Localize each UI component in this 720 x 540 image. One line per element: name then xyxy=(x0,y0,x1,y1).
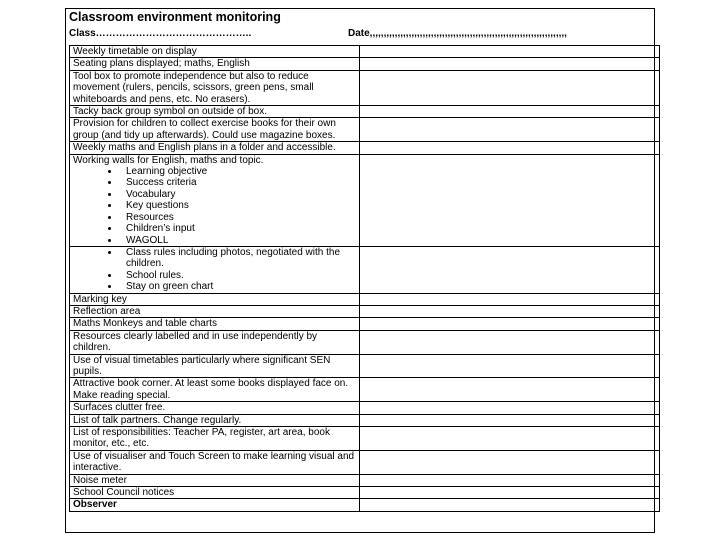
item-text: Use of visualiser and Touch Screen to make learning visual and interactive. xyxy=(70,450,360,474)
working-walls-list xyxy=(73,166,356,246)
table-row xyxy=(70,46,660,58)
item-text: Resources clearly labelled and in use independently by children. xyxy=(70,330,360,354)
list-item: • Resources xyxy=(120,212,356,223)
list-item: • Vocabulary xyxy=(120,189,356,200)
item-text: Attractive book corner. At least some books displayed face on. Make reading special. xyxy=(70,378,360,402)
item-text: Provision for children to collect exercise books for their own group (and tidy up afterwards). Could use magazine boxes. xyxy=(70,118,360,142)
item-text: Noise meter xyxy=(70,474,360,486)
check-cell[interactable] xyxy=(360,46,660,58)
page-title: Classroom environment monitoring xyxy=(69,10,281,24)
table-row xyxy=(70,499,660,511)
item-text: Working walls for English, maths and topic. xyxy=(73,154,264,166)
check-cell[interactable] xyxy=(360,354,660,378)
table-row xyxy=(70,58,660,70)
table-row xyxy=(70,487,660,499)
check-cell[interactable] xyxy=(360,305,660,317)
table-row xyxy=(70,414,660,426)
check-cell[interactable] xyxy=(360,318,660,330)
list-item: • Success criteria xyxy=(120,177,356,188)
check-cell[interactable] xyxy=(360,106,660,118)
item-text: Maths Monkeys and table charts xyxy=(70,318,360,330)
observer-signature-cell[interactable] xyxy=(360,499,660,511)
list-item: • WAGOLL xyxy=(120,235,356,246)
table-row xyxy=(70,378,660,402)
check-cell[interactable] xyxy=(360,378,660,402)
table-row xyxy=(70,402,660,414)
item-text: School Council notices xyxy=(70,487,360,499)
table-row xyxy=(70,106,660,118)
check-cell[interactable] xyxy=(360,58,660,70)
working-walls-cell xyxy=(70,154,360,246)
list-item: • Children’s input xyxy=(120,223,356,234)
check-cell[interactable] xyxy=(360,70,660,105)
table-row xyxy=(70,246,660,293)
table-row xyxy=(70,474,660,486)
item-text: Surfaces clutter free. xyxy=(70,402,360,414)
item-text: Tool box to promote independence but also to reduce movement (rulers, pencils, scissors, green pens, small whiteboards and pens, etc. No erasers). xyxy=(70,70,360,105)
item-text: List of responsibilities: Teacher PA, register, art area, book monitor, etc., etc. xyxy=(70,427,360,451)
list-item: • Key questions xyxy=(120,200,356,211)
check-cell[interactable] xyxy=(360,474,660,486)
list-item: • Learning objective xyxy=(120,166,356,177)
check-cell[interactable] xyxy=(360,450,660,474)
class-rules-cell xyxy=(70,246,360,293)
table-row xyxy=(70,318,660,330)
item-text: Use of visual timetables particularly where significant SEN pupils. xyxy=(70,354,360,378)
table-row xyxy=(70,330,660,354)
table-row xyxy=(70,450,660,474)
class-rules-list xyxy=(73,247,356,293)
check-cell[interactable] xyxy=(360,487,660,499)
table-row xyxy=(70,305,660,317)
check-cell[interactable] xyxy=(360,427,660,451)
check-cell[interactable] xyxy=(360,118,660,142)
checklist-sheet xyxy=(65,8,655,533)
item-text: Weekly timetable on display xyxy=(70,46,360,58)
table-row xyxy=(70,118,660,142)
check-cell[interactable] xyxy=(360,142,660,154)
item-text: Tacky back group symbol on outside of box. xyxy=(70,106,360,118)
check-cell[interactable] xyxy=(360,154,660,246)
monitoring-table xyxy=(69,45,660,512)
item-text: List of talk partners. Change regularly. xyxy=(70,414,360,426)
table-row xyxy=(70,142,660,154)
list-item: • School rules. xyxy=(120,270,356,281)
item-text: Reflection area xyxy=(70,305,360,317)
check-cell[interactable] xyxy=(360,293,660,305)
list-item: • Class rules including photos, negotiated with the children. xyxy=(120,247,356,270)
check-cell[interactable] xyxy=(360,414,660,426)
observer-label: Observer xyxy=(70,499,360,511)
table-row xyxy=(70,154,660,246)
table-row xyxy=(70,293,660,305)
class-field-label: Class……………………………………….. xyxy=(69,28,252,39)
check-cell[interactable] xyxy=(360,330,660,354)
item-text: Marking key xyxy=(70,293,360,305)
check-cell[interactable] xyxy=(360,402,660,414)
table-row xyxy=(70,427,660,451)
date-field-label: Date,,,,,,,,,,,,,,,,,,,,,,,,,,,,,,,,,,,,,,,,,,,,,,,,,,,,,,,,,,,,,,,,,,,,,,, xyxy=(348,28,567,39)
list-item: • Stay on green chart xyxy=(120,281,356,292)
check-cell[interactable] xyxy=(360,246,660,293)
item-text: Weekly maths and English plans in a folder and accessible. xyxy=(70,142,360,154)
table-row xyxy=(70,70,660,105)
item-text: Seating plans displayed; maths, English xyxy=(70,58,360,70)
table-row xyxy=(70,354,660,378)
